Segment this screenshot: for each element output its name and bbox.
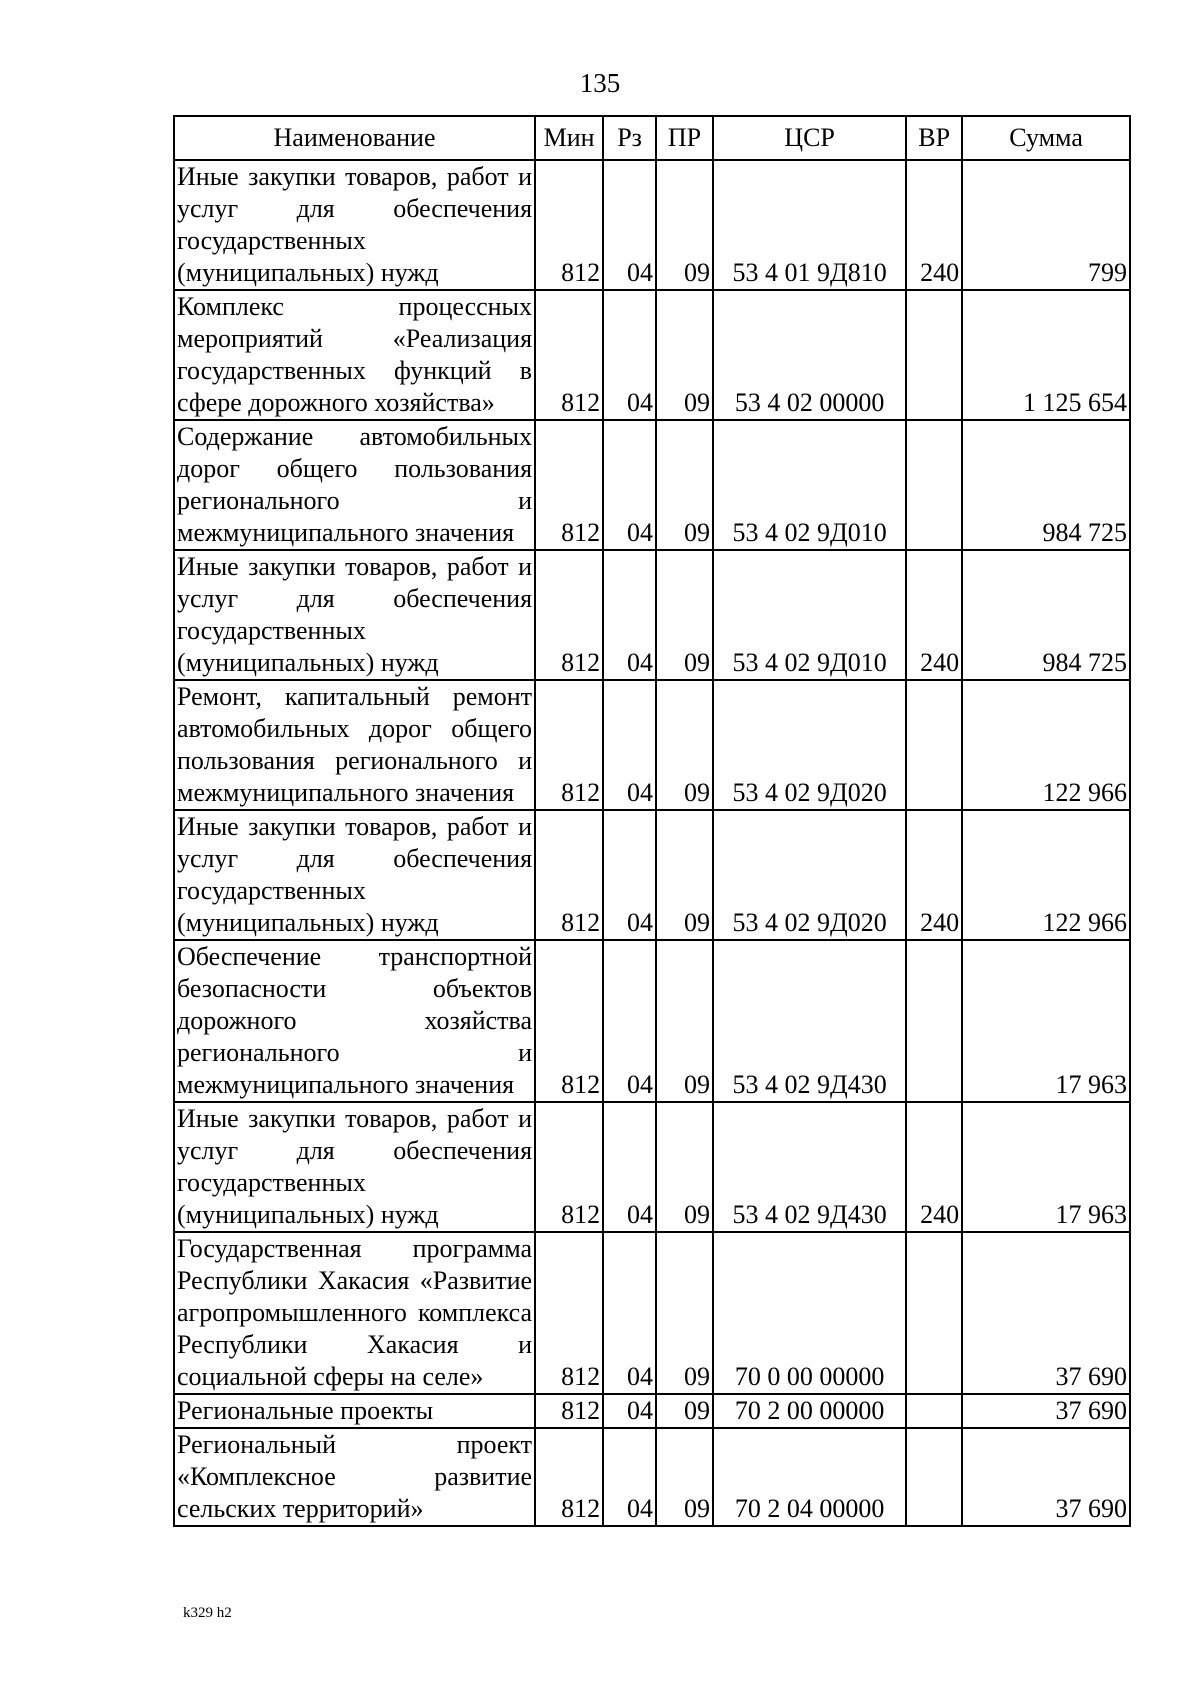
cell-min: 812 <box>535 1232 603 1394</box>
cell-csr: 70 0 00 00000 <box>713 1232 906 1394</box>
cell-name: Государственная программа Республики Хакасия «Развитие агропромышленного комплекса Республики Хакасия и социальной сферы на селе» <box>174 1232 535 1394</box>
cell-pr: 09 <box>656 420 713 550</box>
cell-vr <box>906 1232 962 1394</box>
table-row <box>174 420 1130 550</box>
cell-min: 812 <box>535 940 603 1102</box>
cell-pr: 09 <box>656 1232 713 1394</box>
cell-vr: 240 <box>906 550 962 680</box>
cell-name: Региональный проект «Комплексное развитие сельских территорий» <box>174 1428 535 1526</box>
cell-vr <box>906 290 962 420</box>
header-pr: ПР <box>656 116 713 160</box>
cell-csr: 70 2 00 00000 <box>713 1394 906 1428</box>
document-code: k329 h2 <box>183 1605 232 1621</box>
cell-rz: 04 <box>603 290 656 420</box>
cell-min: 812 <box>535 1428 603 1526</box>
cell-csr: 53 4 02 9Д020 <box>713 810 906 940</box>
cell-min: 812 <box>535 550 603 680</box>
cell-csr: 53 4 01 9Д810 <box>713 160 906 290</box>
cell-sum: 799 <box>962 160 1130 290</box>
cell-name: Обеспечение транспортной безопасности объектов дорожного хозяйства регионального и межмуниципального значения <box>174 940 535 1102</box>
cell-min: 812 <box>535 810 603 940</box>
page-number: 135 <box>579 68 621 98</box>
cell-name: Комплекс процессных мероприятий «Реализация государственных функций в сфере дорожного хозяйства» <box>174 290 535 420</box>
cell-rz: 04 <box>603 940 656 1102</box>
cell-sum: 984 725 <box>962 420 1130 550</box>
cell-rz: 04 <box>603 160 656 290</box>
table-row <box>174 1428 1130 1526</box>
cell-csr: 53 4 02 9Д020 <box>713 680 906 810</box>
cell-min: 812 <box>535 1102 603 1232</box>
table-row <box>174 940 1130 1102</box>
table-row <box>174 1394 1130 1428</box>
header-min: Мин <box>535 116 603 160</box>
cell-name: Региональные проекты <box>174 1394 535 1428</box>
table-row <box>174 1102 1130 1232</box>
cell-sum: 37 690 <box>962 1394 1130 1428</box>
cell-pr: 09 <box>656 550 713 680</box>
header-rz: Рз <box>603 116 656 160</box>
cell-csr: 53 4 02 9Д430 <box>713 940 906 1102</box>
header-vr: ВР <box>906 116 962 160</box>
cell-min: 812 <box>535 290 603 420</box>
cell-name: Иные закупки товаров, работ и услуг для обеспечения государственных (муниципальных) нужд <box>174 160 535 290</box>
cell-name: Иные закупки товаров, работ и услуг для обеспечения государственных (муниципальных) нужд <box>174 810 535 940</box>
cell-rz: 04 <box>603 550 656 680</box>
table-row <box>174 550 1130 680</box>
table-row <box>174 810 1130 940</box>
cell-rz: 04 <box>603 420 656 550</box>
cell-pr: 09 <box>656 680 713 810</box>
header-sum: Сумма <box>962 116 1130 160</box>
cell-csr: 70 2 04 00000 <box>713 1428 906 1526</box>
cell-rz: 04 <box>603 1232 656 1394</box>
table-row <box>174 1232 1130 1394</box>
table-row <box>174 160 1130 290</box>
cell-rz: 04 <box>603 680 656 810</box>
cell-min: 812 <box>535 680 603 810</box>
cell-csr: 53 4 02 00000 <box>713 290 906 420</box>
cell-name: Иные закупки товаров, работ и услуг для обеспечения государственных (муниципальных) нужд <box>174 550 535 680</box>
cell-pr: 09 <box>656 1428 713 1526</box>
cell-min: 812 <box>535 1394 603 1428</box>
header-name: Наименование <box>174 116 535 160</box>
cell-name: Иные закупки товаров, работ и услуг для обеспечения государственных (муниципальных) нужд <box>174 1102 535 1232</box>
cell-pr: 09 <box>656 940 713 1102</box>
cell-rz: 04 <box>603 1394 656 1428</box>
cell-vr: 240 <box>906 1102 962 1232</box>
cell-sum: 37 690 <box>962 1428 1130 1526</box>
cell-rz: 04 <box>603 810 656 940</box>
cell-vr: 240 <box>906 160 962 290</box>
cell-sum: 1 125 654 <box>962 290 1130 420</box>
cell-sum: 122 966 <box>962 810 1130 940</box>
cell-vr <box>906 420 962 550</box>
cell-vr: 240 <box>906 810 962 940</box>
header-csr: ЦСР <box>713 116 906 160</box>
cell-sum: 122 966 <box>962 680 1130 810</box>
budget-table <box>173 115 1131 1527</box>
cell-sum: 17 963 <box>962 1102 1130 1232</box>
table-row <box>174 680 1130 810</box>
cell-name: Содержание автомобильных дорог общего пользования регионального и межмуниципального значения <box>174 420 535 550</box>
cell-min: 812 <box>535 160 603 290</box>
cell-vr <box>906 940 962 1102</box>
cell-pr: 09 <box>656 290 713 420</box>
table-header-row <box>174 116 1130 160</box>
cell-csr: 53 4 02 9Д010 <box>713 550 906 680</box>
cell-vr <box>906 680 962 810</box>
cell-sum: 37 690 <box>962 1232 1130 1394</box>
cell-vr <box>906 1394 962 1428</box>
cell-csr: 53 4 02 9Д010 <box>713 420 906 550</box>
cell-min: 812 <box>535 420 603 550</box>
cell-vr <box>906 1428 962 1526</box>
cell-sum: 17 963 <box>962 940 1130 1102</box>
cell-rz: 04 <box>603 1102 656 1232</box>
cell-csr: 53 4 02 9Д430 <box>713 1102 906 1232</box>
cell-pr: 09 <box>656 1102 713 1232</box>
cell-pr: 09 <box>656 1394 713 1428</box>
cell-name: Ремонт, капитальный ремонт автомобильных дорог общего пользования регионального и межмуниципального значения <box>174 680 535 810</box>
table-row <box>174 290 1130 420</box>
cell-pr: 09 <box>656 160 713 290</box>
cell-sum: 984 725 <box>962 550 1130 680</box>
cell-pr: 09 <box>656 810 713 940</box>
cell-rz: 04 <box>603 1428 656 1526</box>
